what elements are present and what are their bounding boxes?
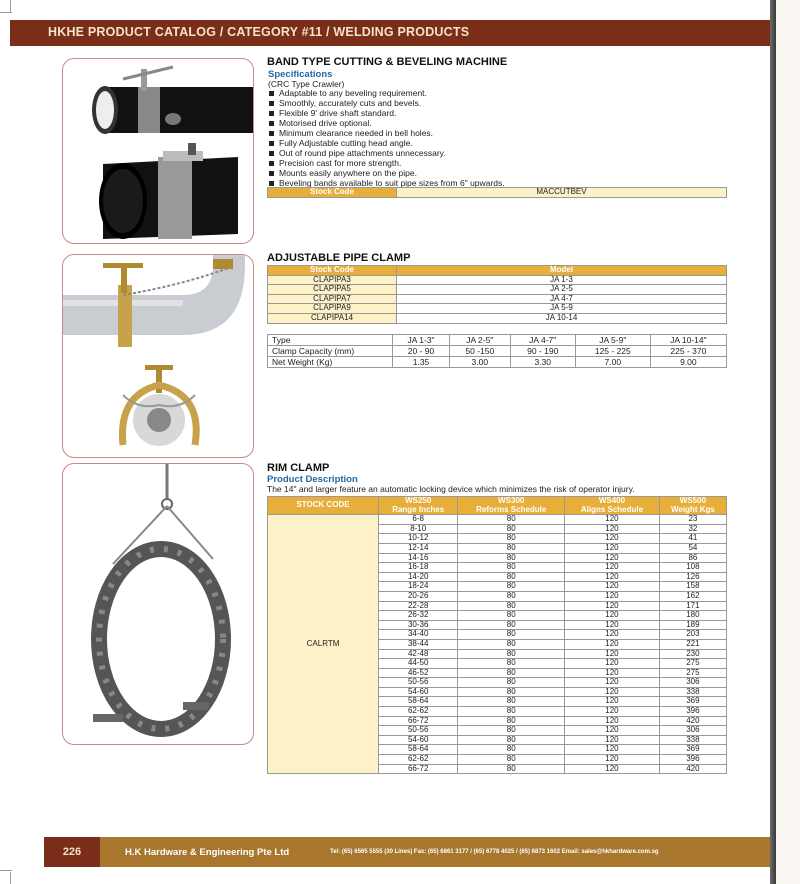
contact-info: Tel: (65) 6565 5555 (30 Lines) Fax: (65) 6861 3177 / (65) 6778 4025 / (65) 6873 1602 Email: sales@hkhardware.com.sg — [330, 849, 659, 855]
table-cell: 80 — [458, 649, 565, 659]
table-cell: 120 — [565, 524, 660, 534]
spec-cell: 3.00 — [450, 357, 511, 368]
table-cell: 158 — [659, 582, 726, 592]
table-cell: 120 — [565, 601, 660, 611]
table-cell: 420 — [659, 764, 726, 774]
table-cell: 18-24 — [379, 582, 458, 592]
column-header: WS250 Range Inches — [379, 497, 458, 515]
pipe-clamp-model-table — [267, 265, 727, 324]
stock-code-cell: CLAPIPA7 — [268, 294, 397, 304]
table-cell: 30-36 — [379, 620, 458, 630]
stock-code-label: Stock Code — [268, 188, 397, 198]
list-item: Motorised drive optional. — [268, 118, 505, 128]
table-cell: 108 — [659, 563, 726, 573]
spec-header-cell: JA 2-5" — [450, 335, 511, 346]
table-cell: 12-14 — [379, 543, 458, 553]
table-cell: 80 — [458, 716, 565, 726]
table-cell: 221 — [659, 639, 726, 649]
crop-mark — [10, 0, 11, 12]
table-cell: 203 — [659, 630, 726, 640]
spec-header-cell: JA 1-3" — [393, 335, 450, 346]
model-cell: JA 5-9 — [397, 304, 727, 314]
table-cell: 80 — [458, 591, 565, 601]
table-cell: 80 — [458, 726, 565, 736]
table-cell: 369 — [659, 745, 726, 755]
table-cell: 10-12 — [379, 534, 458, 544]
table-cell: 6-8 — [379, 515, 458, 525]
pipe-clamp-title: ADJUSTABLE PIPE CLAMP — [267, 252, 411, 264]
table-cell: 275 — [659, 668, 726, 678]
spec-cell: 9.00 — [650, 357, 726, 368]
table-cell: 23 — [659, 515, 726, 525]
table-cell: 120 — [565, 639, 660, 649]
table-cell: 80 — [458, 707, 565, 717]
company-name: H.K Hardware & Engineering Pte Ltd — [125, 847, 290, 858]
rim-clamp-photo — [62, 463, 254, 745]
table-cell: 189 — [659, 620, 726, 630]
rim-clamp-table — [267, 496, 727, 774]
column-header: Model — [397, 266, 727, 276]
model-cell: JA 2-5 — [397, 285, 727, 295]
table-cell: 126 — [659, 572, 726, 582]
spec-cell: 1.35 — [393, 357, 450, 368]
table-cell: 80 — [458, 735, 565, 745]
list-item: Flexible 9' drive shaft standard. — [268, 108, 505, 118]
table-cell: 120 — [565, 687, 660, 697]
list-item: Mounts easily anywhere on the pipe. — [268, 168, 505, 178]
band-specs-heading: Specifications — [268, 69, 333, 80]
table-cell: 32 — [659, 524, 726, 534]
spec-label-cell: Net Weight (Kg) — [268, 357, 393, 368]
table-cell: 86 — [659, 553, 726, 563]
table-cell: 80 — [458, 639, 565, 649]
table-cell: 58-64 — [379, 745, 458, 755]
table-cell: 41 — [659, 534, 726, 544]
table-cell: 80 — [458, 697, 565, 707]
table-cell: 14-16 — [379, 553, 458, 563]
table-row — [268, 515, 727, 525]
table-cell: 338 — [659, 735, 726, 745]
table-cell: 80 — [458, 630, 565, 640]
table-cell: 34-40 — [379, 630, 458, 640]
list-item: Minimum clearance needed in bell holes. — [268, 128, 505, 138]
column-header: WS500 Weight Kgs — [659, 497, 726, 515]
list-item: Beveling bands available to suit pipe sizes from 6" upwards. — [268, 178, 505, 188]
table-cell: 66-72 — [379, 764, 458, 774]
rim-clamp-title: RIM CLAMP — [267, 462, 330, 474]
table-cell: 120 — [565, 630, 660, 640]
table-cell: 80 — [458, 687, 565, 697]
table-cell: 306 — [659, 678, 726, 688]
table-cell: 120 — [565, 534, 660, 544]
table-cell: 80 — [458, 745, 565, 755]
table-cell: 230 — [659, 649, 726, 659]
table-cell: 120 — [565, 716, 660, 726]
table-cell: 80 — [458, 515, 565, 525]
model-cell: JA 4-7 — [397, 294, 727, 304]
table-cell: 80 — [458, 534, 565, 544]
crop-mark — [10, 872, 11, 884]
table-cell: 80 — [458, 668, 565, 678]
table-cell: 120 — [565, 764, 660, 774]
table-cell: 16-18 — [379, 563, 458, 573]
table-cell: 120 — [565, 591, 660, 601]
table-cell: 120 — [565, 697, 660, 707]
spec-cell: 3.30 — [510, 357, 575, 368]
table-cell: 120 — [565, 563, 660, 573]
table-cell: 8-10 — [379, 524, 458, 534]
list-item: Out of round pipe attachments unnecessary. — [268, 148, 505, 158]
crop-mark — [0, 12, 12, 13]
table-cell: 54 — [659, 543, 726, 553]
column-header: Stock Code — [268, 266, 397, 276]
band-spec-list — [268, 88, 505, 188]
spec-label-cell: Clamp Capacity (mm) — [268, 346, 393, 357]
table-cell: 120 — [565, 515, 660, 525]
spec-label-cell: Type — [268, 335, 393, 346]
table-cell: 80 — [458, 563, 565, 573]
table-cell: 50-56 — [379, 726, 458, 736]
column-header: WS400 Aligns Schedule — [565, 497, 660, 515]
list-item: Precision cast for more strength. — [268, 158, 505, 168]
pipe-clamp-photo — [62, 254, 254, 458]
stock-code-cell: CLAPIPA9 — [268, 304, 397, 314]
table-cell: 120 — [565, 543, 660, 553]
page-edge — [776, 0, 800, 884]
spec-cell: 90 - 190 — [510, 346, 575, 357]
table-row — [268, 346, 727, 357]
table-cell: 171 — [659, 601, 726, 611]
table-cell: 20-26 — [379, 591, 458, 601]
stock-code-cell: CALRTM — [268, 515, 379, 774]
table-cell: 44-50 — [379, 659, 458, 669]
table-cell: 396 — [659, 755, 726, 765]
table-row — [268, 335, 727, 346]
page-number: 226 — [44, 837, 100, 867]
table-cell: 180 — [659, 611, 726, 621]
stock-code-cell: CLAPIPA3 — [268, 275, 397, 285]
header-bar — [10, 20, 770, 46]
band-type-note: (CRC Type Crawler) — [268, 79, 345, 89]
table-row — [268, 357, 727, 368]
table-cell: 120 — [565, 659, 660, 669]
spec-cell: 125 - 225 — [575, 346, 650, 357]
table-cell: 369 — [659, 697, 726, 707]
stock-code-cell: CLAPIPA5 — [268, 285, 397, 295]
table-cell: 120 — [565, 582, 660, 592]
table-cell: 120 — [565, 745, 660, 755]
table-cell: 22-28 — [379, 601, 458, 611]
table-cell: 306 — [659, 726, 726, 736]
table-cell: 120 — [565, 611, 660, 621]
table-cell: 80 — [458, 553, 565, 563]
pipe-clamp-spec-table — [267, 334, 727, 368]
table-cell: 120 — [565, 735, 660, 745]
rim-description: The 14" and larger feature an automatic locking device which minimizes the risk of operator injury. — [267, 484, 635, 494]
stock-code-value: MACCUTBEV — [397, 188, 727, 198]
stock-code-cell: CLAPIPA14 — [268, 313, 397, 323]
table-cell: 54-60 — [379, 687, 458, 697]
column-header: STOCK CODE — [268, 497, 379, 515]
table-cell: 80 — [458, 764, 565, 774]
table-cell: 66-72 — [379, 716, 458, 726]
table-cell: 338 — [659, 687, 726, 697]
table-cell: 42-48 — [379, 649, 458, 659]
table-cell: 80 — [458, 611, 565, 621]
model-cell: JA 1-3 — [397, 275, 727, 285]
table-cell: 80 — [458, 601, 565, 611]
table-cell: 120 — [565, 620, 660, 630]
table-header-row — [268, 497, 727, 515]
rim-description-heading: Product Description — [267, 474, 358, 485]
table-cell: 120 — [565, 553, 660, 563]
spec-header-cell: JA 4-7" — [510, 335, 575, 346]
table-cell: 80 — [458, 572, 565, 582]
table-row — [268, 285, 727, 295]
table-cell: 80 — [458, 620, 565, 630]
table-cell: 62-62 — [379, 707, 458, 717]
table-cell: 120 — [565, 649, 660, 659]
spec-cell: 7.00 — [575, 357, 650, 368]
table-cell: 120 — [565, 668, 660, 678]
table-cell: 80 — [458, 543, 565, 553]
spec-header-cell: JA 10-14" — [650, 335, 726, 346]
table-cell: 38-44 — [379, 639, 458, 649]
page-title: HKHE PRODUCT CATALOG / CATEGORY #11 / WELDING PRODUCTS — [48, 25, 470, 39]
table-cell: 80 — [458, 524, 565, 534]
table-cell: 50-56 — [379, 678, 458, 688]
table-cell: 54-60 — [379, 735, 458, 745]
table-cell: 62-62 — [379, 755, 458, 765]
table-cell: 80 — [458, 755, 565, 765]
spec-cell: 20 - 90 — [393, 346, 450, 357]
table-cell: 80 — [458, 582, 565, 592]
table-cell: 80 — [458, 659, 565, 669]
table-cell: 275 — [659, 659, 726, 669]
table-cell: 14-20 — [379, 572, 458, 582]
table-cell: 26-32 — [379, 611, 458, 621]
table-cell: 120 — [565, 755, 660, 765]
table-cell: 420 — [659, 716, 726, 726]
table-cell: 80 — [458, 678, 565, 688]
band-machine-title: BAND TYPE CUTTING & BEVELING MACHINE — [267, 56, 508, 68]
model-cell: JA 10-14 — [397, 313, 727, 323]
band-machine-photo — [62, 58, 254, 244]
spec-cell: 50 -150 — [450, 346, 511, 357]
column-header: WS300 Reforms Schedule — [458, 497, 565, 515]
band-stock-table — [267, 187, 727, 198]
table-cell: 120 — [565, 678, 660, 688]
table-cell: 120 — [565, 572, 660, 582]
crop-mark — [0, 870, 12, 871]
table-cell: 396 — [659, 707, 726, 717]
list-item: Adaptable to any beveling requirement. — [268, 88, 505, 98]
table-cell: 46-52 — [379, 668, 458, 678]
list-item: Fully Adjustable cutting head angle. — [268, 138, 505, 148]
table-cell: 120 — [565, 707, 660, 717]
spec-cell: 225 - 370 — [650, 346, 726, 357]
table-cell: 58-64 — [379, 697, 458, 707]
list-item: Smoothly, accurately cuts and bevels. — [268, 98, 505, 108]
table-row — [268, 313, 727, 323]
spec-header-cell: JA 5-9" — [575, 335, 650, 346]
table-cell: 162 — [659, 591, 726, 601]
table-cell: 120 — [565, 726, 660, 736]
